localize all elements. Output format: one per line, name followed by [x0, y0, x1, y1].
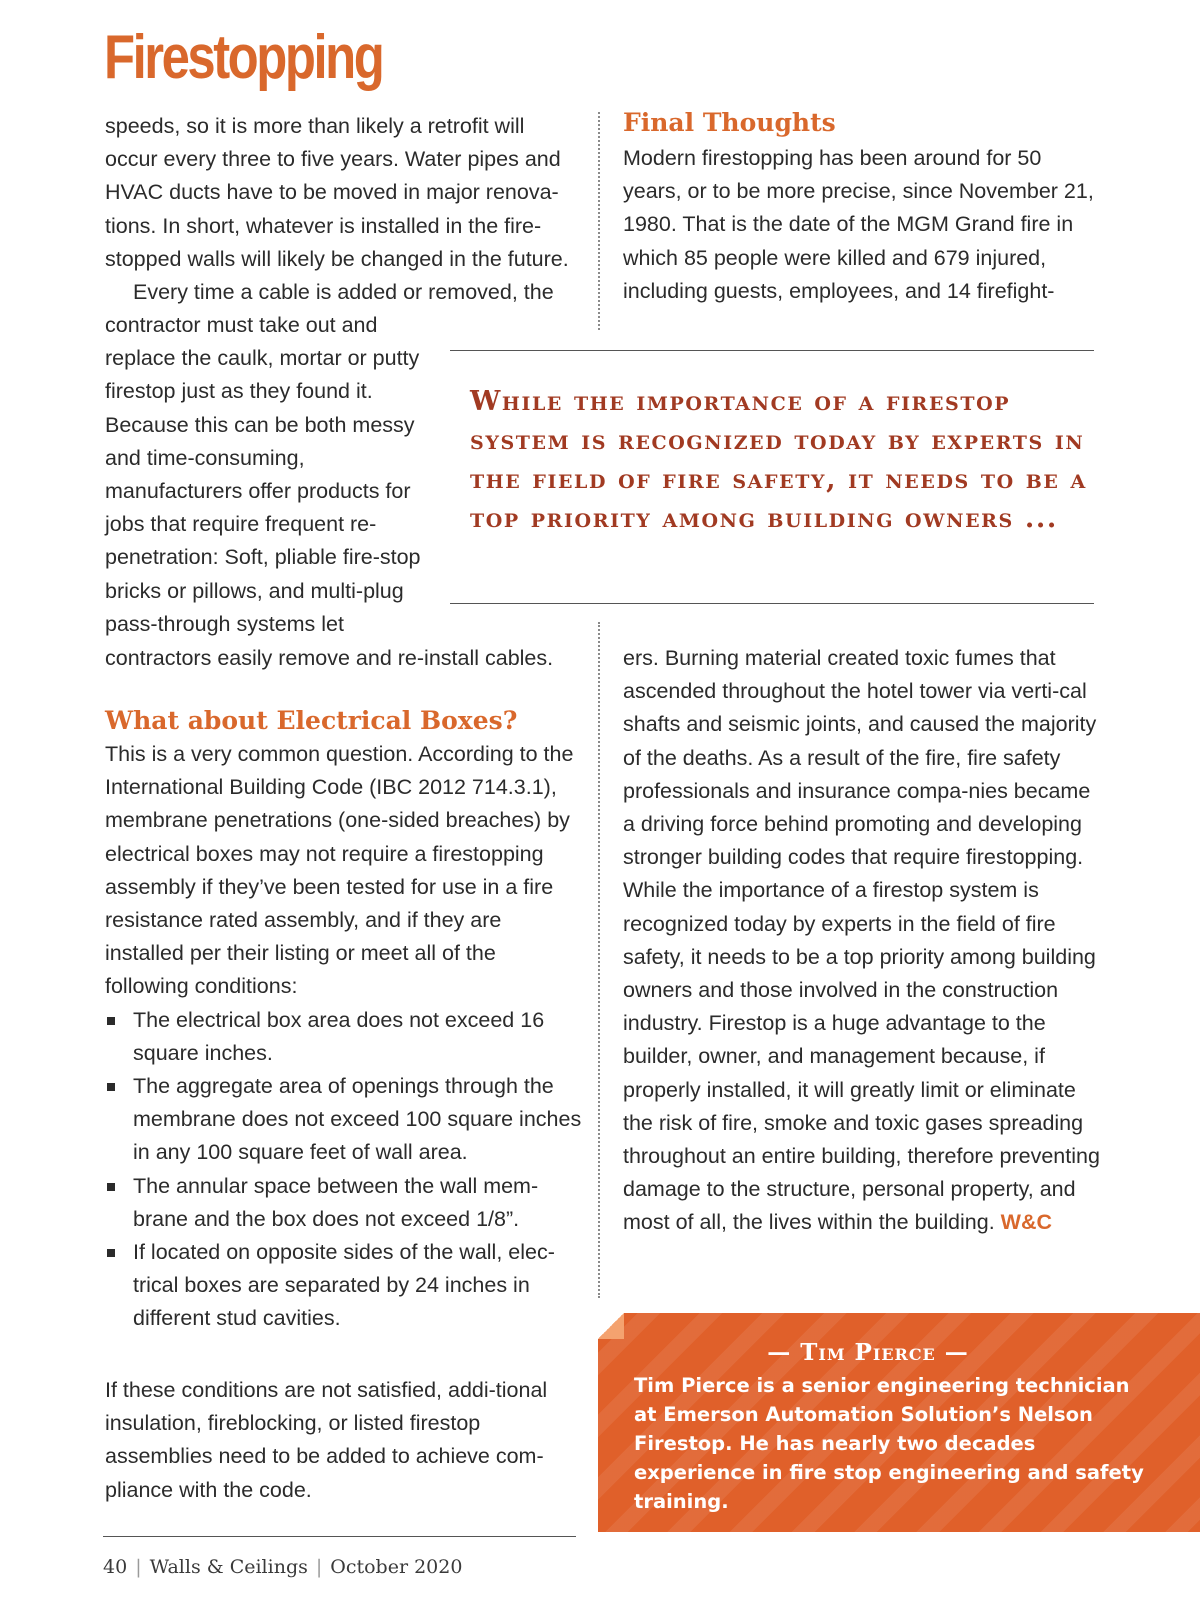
pull-quote: While the importance of a firestop system is recognized today by experts in the field of fire safety, it needs to be a top priority among building owners ...	[470, 386, 1087, 534]
list-item: The annular space between the wall mem-brane and the box does not exceed 1/8”.	[105, 1170, 585, 1236]
issue-date: October 2020	[330, 1556, 463, 1578]
right-column-bottom	[623, 642, 1103, 1240]
left-column-closing	[105, 1374, 575, 1507]
conditions-list	[105, 1004, 585, 1336]
subhead-final-thoughts: Final Thoughts	[623, 108, 836, 137]
right-column-top	[623, 142, 1098, 308]
paragraph-ibc: This is a very common question. According to the International Building Code (IBC 2012 714.3.1), membrane penetrations (one-sided breaches) by electrical boxes may not require a firestopping assembly if they’ve been tested for use in a fire resistance rated assembly, and if they are installed per their listing or meet all of the following conditions:	[105, 742, 574, 999]
footer-separator: |	[135, 1556, 142, 1578]
page-fold-corner	[598, 1313, 624, 1339]
page-number: 40	[103, 1556, 128, 1578]
left-column-intro	[105, 110, 575, 309]
paragraph-retrofit: speeds, so it is more than likely a retrofit will occur every three to five years. Water pipes and HVAC ducts have to be moved in major renova-tions. In short, whatever is installed in the fire-stopped walls will likely be changed in the future.	[105, 114, 569, 271]
pullquote-rule-top	[450, 350, 1094, 351]
paragraph-cable-first-line: Every time a cable is added or removed, the	[133, 280, 554, 305]
column-divider-top	[598, 112, 600, 330]
author-bio-box	[598, 1313, 1200, 1532]
left-column-narrow-text	[105, 309, 435, 641]
column-divider-bottom	[598, 622, 600, 1298]
pullquote-rule-bottom	[450, 603, 1094, 604]
publication-name: Walls & Ceilings	[149, 1556, 308, 1578]
paragraph-conditions-not-met: If these conditions are not satisfied, addi-tional insulation, fireblocking, or listed firestop assemblies need to be added to achieve com-pliance with the code.	[105, 1378, 548, 1502]
list-item: The electrical box area does not exceed 16 square inches.	[105, 1004, 585, 1070]
left-column-electrical	[105, 738, 585, 1336]
paragraph-cable-last-line: contractors easily remove and re-install cables.	[105, 646, 554, 670]
footer-separator: |	[315, 1556, 323, 1578]
list-item: The aggregate area of openings through the membrane does not exceed 100 square inches in any 100 square feet of wall area.	[105, 1070, 585, 1170]
subhead-electrical-boxes: What about Electrical Boxes?	[105, 706, 518, 735]
left-column-cable-end	[105, 642, 575, 675]
page-footer	[103, 1556, 462, 1578]
author-bio: Tim Pierce is a senior engineering technician at Emerson Automation Solution’s Nelson Firestop. He has nearly two decades experience in fire stop engineering and safety training.	[634, 1374, 1144, 1513]
paragraph-mgm-intro: Modern firestopping has been around for 50 years, or to be more precise, since November 21, 1980. That is the date of the MGM Grand fire in which 85 people were killed and 679 injured, including guests, employees, and 14 firefight-	[623, 146, 1094, 303]
paragraph-body: ers. Burning material created toxic fumes that ascended throughout the hotel tower via verti-cal shafts and seismic joints, and caused the majority of the deaths. As a result of the fire, fire safety professionals and insurance compa-nies became a driving force behind promoting and developing stronger building codes that require firestopping. While the importance of a firestop system is recognized today by experts in the field of fire safety, it needs to be a top priority among building owners and those involved in the construction industry. Firestop is a huge advantage to the builder, owner, and management because, if properly installed, it will greatly limit or eliminate the risk of fire, smoke and toxic gases spreading throughout an entire building, therefore preventing damage to the structure, personal property, and most of all, the lives within the building.	[623, 646, 1100, 1235]
footer-rule	[103, 1536, 576, 1537]
paragraph-cable-body: contractor must take out and replace the caulk, mortar or putty firestop just as they found it. Because this can be both messy and time-consuming, manufacturers offer products for jobs that require frequent re-penetration: Soft, pliable fire-stop bricks or pillows, and multi-plug pass-through systems let	[105, 313, 421, 636]
author-name: — Tim Pierce —	[767, 1339, 969, 1366]
paragraph-mgm-continued	[623, 642, 1103, 1240]
list-item: If located on opposite sides of the wall, elec-trical boxes are separated by 24 inches in different stud cavities.	[105, 1236, 585, 1336]
section-title: Firestopping	[104, 23, 383, 92]
end-mark: W&C	[1000, 1210, 1053, 1235]
